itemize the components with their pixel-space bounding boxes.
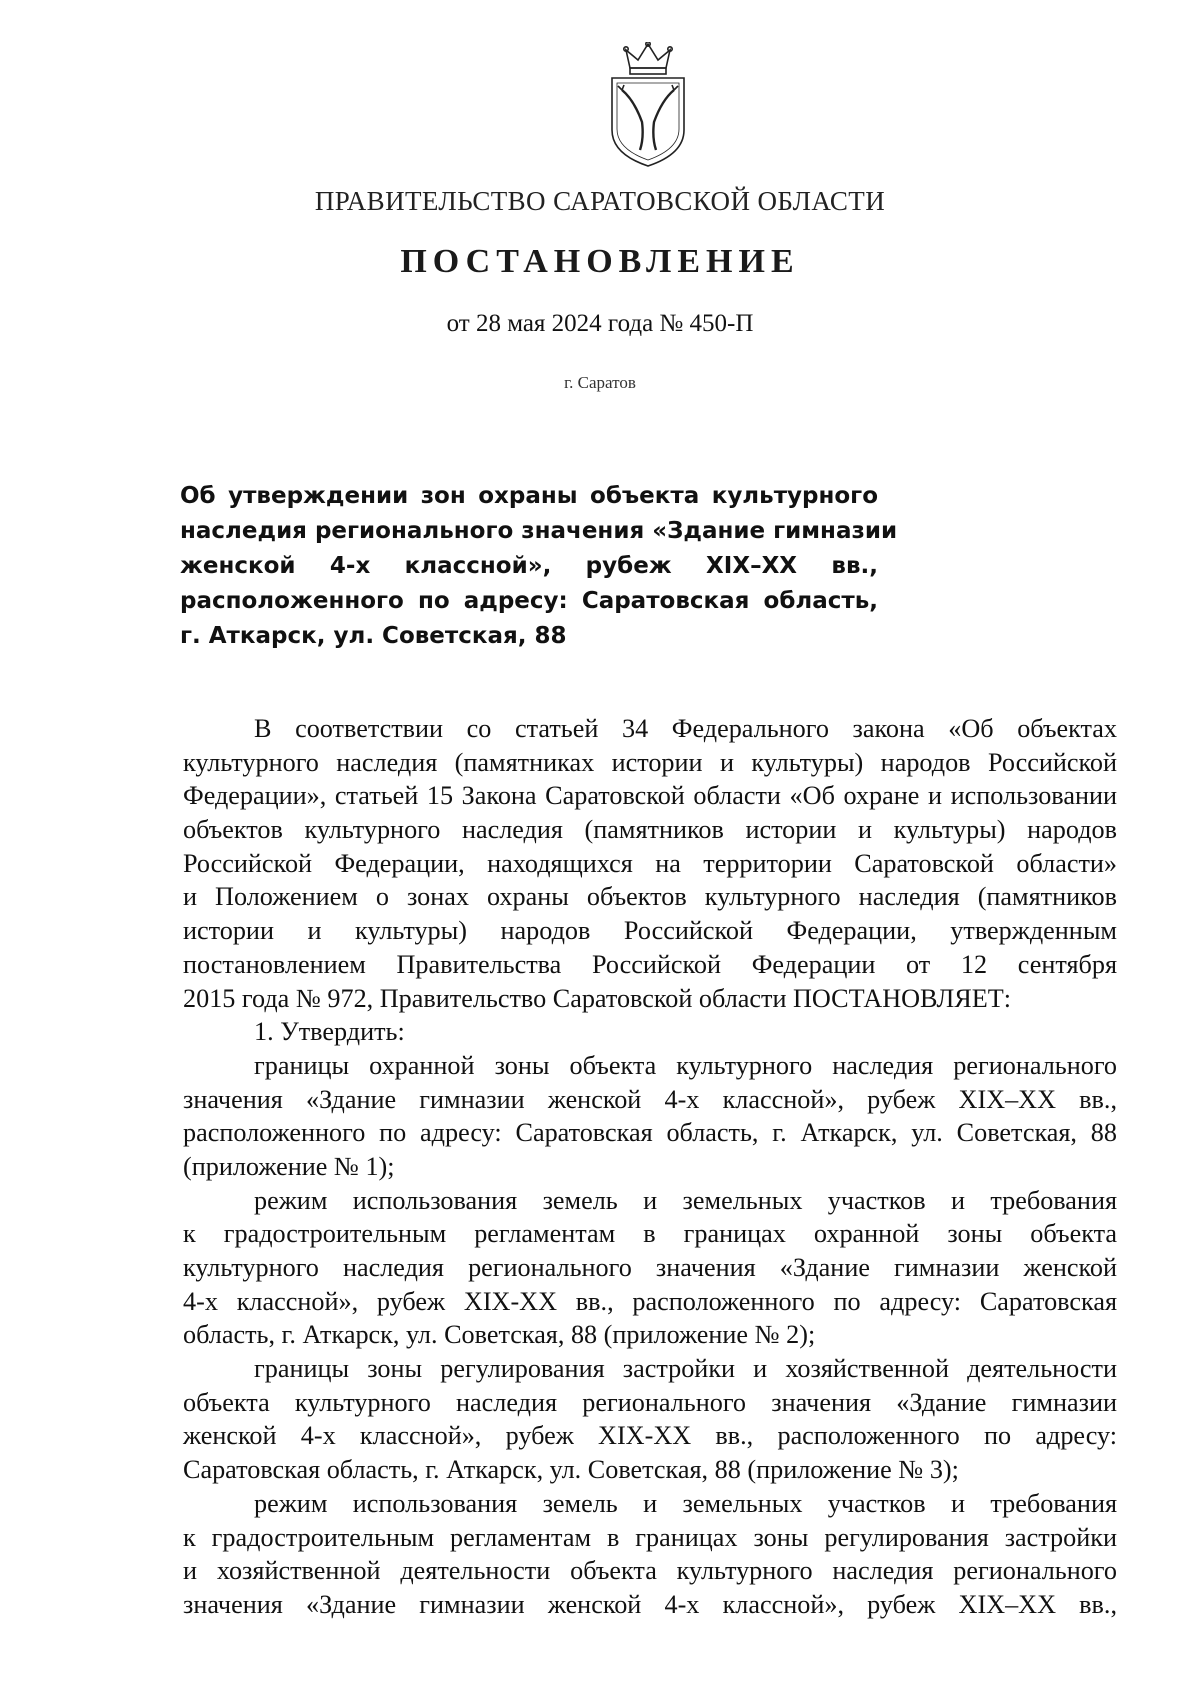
- saratov-region-coat-of-arms-icon: [600, 42, 696, 170]
- body-line: значения «Здание гимназии женской 4-х классной», рубеж XIX–XX вв.,: [183, 1589, 1117, 1619]
- document-place: г. Саратов: [564, 373, 636, 392]
- body-line: объекта культурного наследия регионального значения «Здание гимназии: [183, 1387, 1117, 1417]
- body-line: истории и культуры) народов Российской Федерации, утвержденным: [183, 916, 1117, 946]
- body-line: режим использования земель и земельных участков и требования: [254, 1488, 1117, 1518]
- body-line: Российской Федерации, находящихся на территории Саратовской области»: [183, 848, 1117, 878]
- body-line: и Положением о зонах охраны объектов культурного наследия (памятников: [183, 882, 1117, 912]
- body-line: режим использования земель и земельных участков и требования: [254, 1185, 1117, 1215]
- body-line: границы охранной зоны объекта культурного наследия регионального: [254, 1050, 1117, 1080]
- document-title: [180, 479, 898, 654]
- body-line: культурного наследия (памятниках истории и культуры) народов Российской: [183, 747, 1117, 777]
- body-line: границы зоны регулирования застройки и хозяйственной деятельности: [254, 1354, 1117, 1384]
- title-line: наследия регионального значения «Здание гимназии: [180, 518, 898, 544]
- body-line: к градостроительным регламентам в границах зоны регулирования застройки: [183, 1522, 1117, 1552]
- government-name: ПРАВИТЕЛЬСТВО САРАТОВСКОЙ ОБЛАСТИ: [314, 186, 886, 216]
- body-line: и хозяйственной деятельности объекта культурного наследия регионального: [183, 1556, 1117, 1586]
- document-date-number: от 28 мая 2024 года № 450-П: [446, 310, 754, 337]
- body-line: объектов культурного наследия (памятников истории и культуры) народов: [183, 815, 1117, 845]
- title-line: расположенного по адресу: Саратовская область,: [180, 588, 878, 614]
- body-line: расположенного по адресу: Саратовская область, г. Аткарск, ул. Советская, 88: [183, 1118, 1117, 1148]
- body-line: к градостроительным регламентам в границах охранной зоны объекта: [183, 1219, 1117, 1249]
- title-line: Об утверждении зон охраны объекта культурного: [180, 483, 878, 509]
- body-line: В соответствии со статьей 34 Федерального закона «Об объектах: [254, 714, 1117, 743]
- title-line: г. Аткарск, ул. Советская, 88: [180, 623, 567, 649]
- body-line: значения «Здание гимназии женской 4-х классной», рубеж XIX–XX вв.,: [183, 1084, 1117, 1114]
- body-line: постановлением Правительства Российской Федерации от 12 сентября: [183, 949, 1117, 979]
- body-line: 2015 года № 972, Правительство Саратовской области ПОСТАНОВЛЯЕТ:: [183, 983, 1012, 1013]
- body-line: 4-х классной», рубеж XIX-XX вв., расположенного по адресу: Саратовская: [183, 1286, 1117, 1316]
- body-line: Саратовская область, г. Аткарск, ул. Советская, 88 (приложение № 3);: [183, 1455, 959, 1485]
- body-line: область, г. Аткарск, ул. Советская, 88 (приложение № 2);: [183, 1320, 816, 1350]
- body-line: Федерации», статьей 15 Закона Саратовской области «Об охране и использовании: [183, 781, 1117, 811]
- body-line: 1. Утвердить:: [254, 1017, 405, 1047]
- body-line: культурного наследия регионального значения «Здание гимназии женской: [183, 1253, 1117, 1282]
- body-line: женской 4-х классной», рубеж XIX-XX вв., расположенного по адресу:: [183, 1421, 1117, 1451]
- body-line: (приложение № 1);: [183, 1151, 395, 1181]
- document-body: [183, 712, 1117, 1622]
- title-line: женской 4-х классной», рубеж XIX–XX вв.,: [180, 553, 878, 579]
- document-type: ПОСТАНОВЛЕНИЕ: [400, 243, 800, 280]
